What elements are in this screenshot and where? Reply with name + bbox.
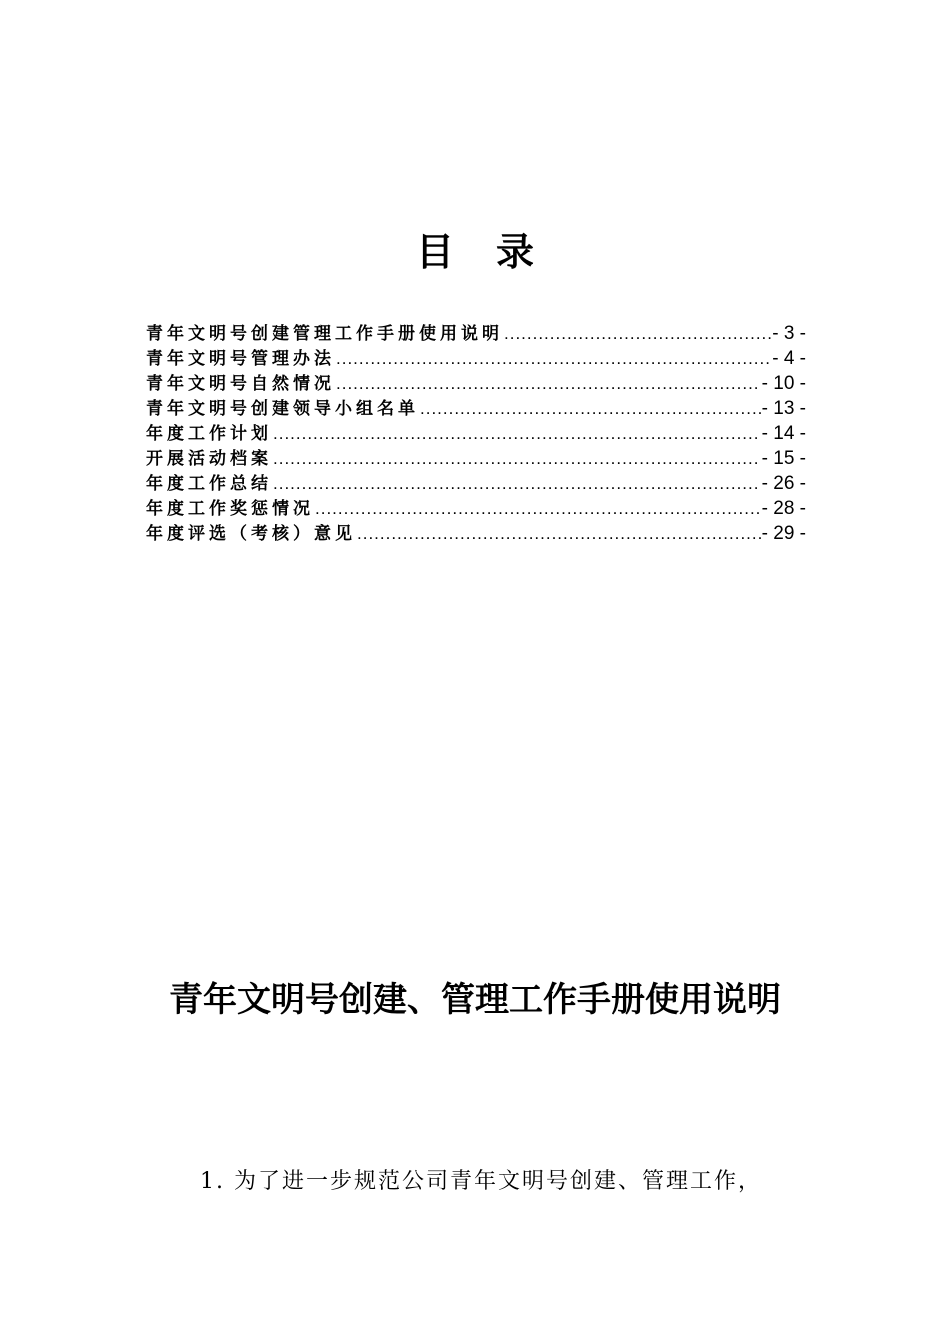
toc-leader-dots	[273, 471, 761, 496]
toc-entry-label: 开展活动档案	[146, 449, 272, 469]
toc-entry-label: 青年文明号自然情况	[146, 374, 335, 394]
toc-entry[interactable]	[146, 396, 806, 421]
toc-entry[interactable]	[146, 321, 806, 346]
toc-entry-page: - 26 -	[761, 473, 806, 494]
toc-entry[interactable]	[146, 446, 806, 471]
body-paragraph: 1. 为了进一步规范公司青年文明号创建、管理工作，	[200, 1169, 762, 1194]
toc-title-part2: 录	[496, 229, 535, 274]
toc-entry-label: 青年文明号管理办法	[146, 349, 335, 369]
toc-entry-page: - 3 -	[772, 323, 806, 344]
toc-entry-label: 青年文明号创建领导小组名单	[146, 399, 419, 419]
toc-entry-page: - 4 -	[772, 348, 806, 369]
toc-leader-dots	[315, 496, 761, 521]
toc-entry-page: - 14 -	[761, 423, 806, 444]
table-of-contents	[146, 321, 806, 546]
section-title: 青年文明号创建、管理工作手册使用说明	[169, 980, 781, 1020]
toc-entry-page: - 28 -	[761, 498, 806, 519]
toc-entry-label: 年度工作总结	[146, 474, 272, 494]
toc-leader-dots	[357, 521, 761, 546]
toc-entry-page: - 15 -	[761, 448, 806, 469]
toc-entry[interactable]	[146, 421, 806, 446]
toc-entry-page: - 10 -	[761, 373, 806, 394]
toc-entry[interactable]	[146, 471, 806, 496]
toc-title-part1: 目	[415, 229, 454, 274]
toc-leader-dots	[336, 371, 761, 396]
toc-entry-page: - 29 -	[761, 523, 806, 544]
toc-leader-dots	[273, 446, 761, 471]
toc-leader-dots	[273, 421, 761, 446]
toc-entry-label: 年度工作计划	[146, 424, 272, 444]
toc-entry[interactable]	[146, 346, 806, 371]
toc-entry-label: 年度评选（考核）意见	[146, 524, 356, 544]
toc-entry-page: - 13 -	[761, 398, 806, 419]
toc-entry[interactable]	[146, 521, 806, 546]
toc-entry-label: 青年文明号创建管理工作手册使用说明	[146, 324, 503, 344]
toc-leader-dots	[420, 396, 761, 421]
toc-entry[interactable]	[146, 371, 806, 396]
toc-entry-label: 年度工作奖惩情况	[146, 499, 314, 519]
toc-leader-dots	[336, 346, 771, 371]
toc-leader-dots	[504, 321, 771, 346]
toc-entry[interactable]	[146, 496, 806, 521]
toc-title	[0, 228, 950, 276]
